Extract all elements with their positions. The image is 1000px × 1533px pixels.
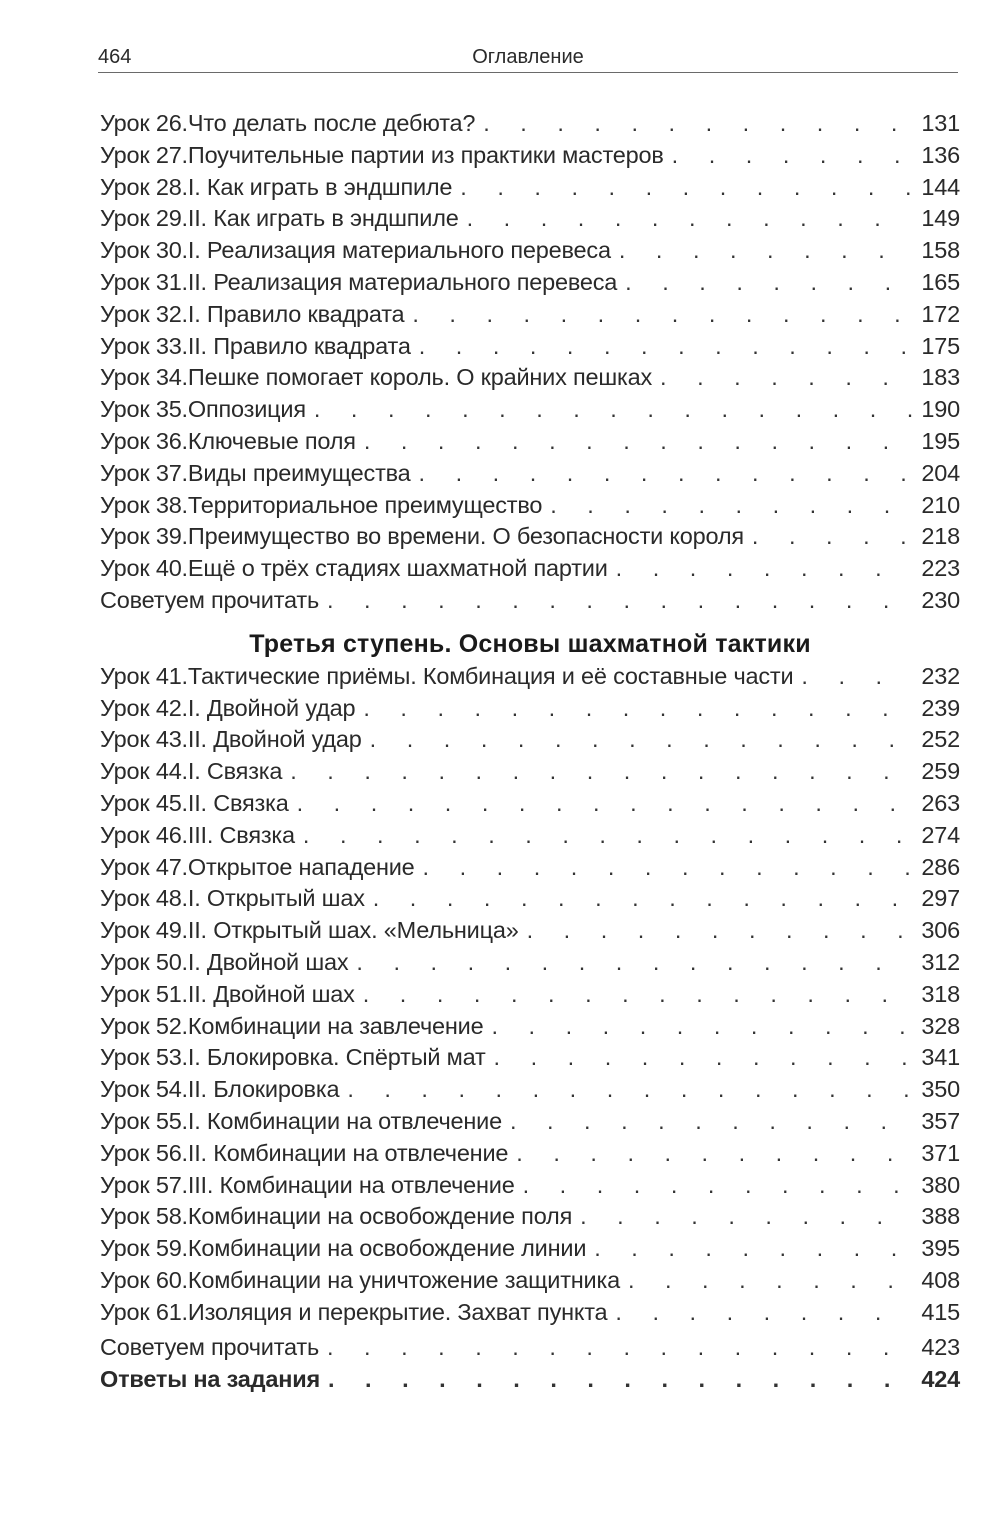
toc-entry-page: 239 [921, 694, 960, 721]
toc-entry-title: Преимущество во времени. О безопасности короля [187, 523, 744, 550]
lesson-number: Урок 32. [100, 300, 188, 327]
lesson-number: Урок 47. [100, 853, 188, 880]
lesson-number: Урок 43. [100, 726, 188, 753]
dot-leader [516, 1140, 912, 1167]
toc-entry[interactable] [100, 790, 960, 822]
toc-entry-title: I. Блокировка. Спёртый мат [187, 1044, 486, 1071]
toc-entry[interactable] [100, 333, 960, 365]
toc-entry-page: 232 [921, 662, 960, 689]
lesson-number: Урок 59. [100, 1235, 188, 1262]
dot-leader [616, 555, 912, 582]
lesson-number: Урок 42. [100, 694, 188, 721]
toc-entry-page: 172 [921, 300, 960, 327]
toc-entry-page: 175 [921, 332, 960, 359]
toc-entry-title: Изоляция и перекрытие. Захват пункта [187, 1298, 608, 1325]
toc-entry-recommended-reading[interactable] [100, 1334, 960, 1366]
toc-entry-page: 371 [921, 1139, 960, 1166]
toc-entry-page: 131 [921, 110, 960, 136]
dot-leader [373, 885, 912, 912]
dot-leader [364, 428, 912, 455]
dot-leader [303, 822, 912, 849]
toc-entry-title: II. Двойной шах [187, 980, 355, 1007]
toc-entry[interactable] [100, 428, 960, 460]
dot-leader [347, 1076, 912, 1103]
toc-entry[interactable] [100, 1235, 960, 1267]
toc-entry-title: Советуем прочитать [100, 1334, 319, 1361]
lesson-number: Урок 61. [100, 1298, 188, 1325]
toc-entry-page: 230 [921, 586, 960, 613]
toc-entry[interactable] [100, 1203, 960, 1235]
lesson-number: Урок 58. [100, 1203, 188, 1230]
toc-entry-title: I. Двойной удар [187, 694, 356, 721]
lesson-number: Урок 54. [100, 1076, 188, 1103]
toc-entry-page: 357 [921, 1107, 960, 1134]
toc-entry-title: I. Комбинации на отвлечение [187, 1107, 502, 1134]
dot-leader [752, 523, 912, 550]
lesson-number: Урок 39. [100, 523, 188, 550]
dot-leader [370, 726, 912, 753]
toc-entry-title: II. Правило квадрата [187, 332, 411, 359]
toc-entry[interactable] [100, 523, 960, 555]
toc-entry-title: Оппозиция [187, 396, 306, 423]
toc-entry[interactable] [100, 949, 960, 981]
toc-entry-page: 165 [921, 268, 960, 295]
toc-entry-page: 190 [921, 396, 960, 423]
toc-entry-page: 204 [921, 459, 960, 486]
dot-leader [510, 1108, 912, 1135]
toc-entry-title: I. Как играть в эндшпиле [187, 173, 453, 200]
lesson-number: Урок 36. [100, 427, 188, 454]
toc-entry-title: Тактические приёмы. Комбинация и её составные части [187, 662, 794, 689]
toc-entry[interactable] [100, 205, 960, 237]
toc-entry[interactable] [100, 301, 960, 333]
dot-leader [356, 949, 912, 976]
dot-leader [615, 1299, 912, 1326]
toc-entry-page: 286 [921, 853, 960, 880]
dot-leader [363, 981, 912, 1008]
dot-leader [527, 917, 912, 944]
dot-leader [327, 587, 912, 614]
lesson-number: Урок 41. [100, 662, 188, 689]
toc-entry-title: Пешке помогает король. О крайних пешках [187, 364, 653, 391]
toc-entry-page: 158 [921, 237, 960, 264]
lesson-number: Урок 48. [100, 885, 188, 912]
lesson-number: Урок 50. [100, 948, 188, 975]
toc-entry-title: I. Двойной шах [187, 948, 349, 975]
lesson-number: Урок 27. [100, 141, 188, 168]
toc-entry-title: Что делать после дебюта? [187, 110, 476, 136]
toc-entry[interactable] [100, 460, 960, 492]
dot-leader [483, 110, 912, 137]
dot-leader [619, 237, 912, 264]
toc-entry[interactable] [100, 758, 960, 790]
lesson-number: Урок 33. [100, 332, 188, 359]
toc-entry[interactable] [100, 555, 960, 587]
dot-leader [460, 174, 912, 201]
dot-leader [467, 205, 912, 232]
dot-leader [523, 1172, 912, 1199]
toc-entry-page: 274 [921, 821, 960, 848]
lesson-number: Урок 30. [100, 237, 188, 264]
toc-entry-title: I. Реализация материального перевеса [187, 237, 611, 264]
lesson-number: Урок 44. [100, 758, 188, 785]
toc-entry[interactable] [100, 1140, 960, 1172]
toc-entry-title: Комбинации на уничтожение защитника [187, 1266, 620, 1293]
lesson-number: Урок 38. [100, 491, 188, 518]
toc-entry-page: 144 [921, 173, 960, 200]
toc-entry-page: 312 [921, 948, 960, 975]
table-of-contents [100, 110, 960, 1398]
toc-entry-title: II. Комбинации на отвлечение [187, 1139, 509, 1166]
dot-leader [363, 695, 912, 722]
toc-entry[interactable] [100, 364, 960, 396]
toc-entry[interactable] [100, 1267, 960, 1299]
toc-entry-title: III. Связка [187, 821, 295, 848]
dot-leader [494, 1044, 912, 1071]
dot-leader [594, 1235, 912, 1262]
toc-entry[interactable] [100, 981, 960, 1013]
toc-entry-title: Комбинации на освобождение линии [187, 1235, 587, 1262]
toc-entry-title: Ключевые поля [187, 427, 356, 454]
dot-leader [327, 1334, 912, 1361]
lesson-number: Урок 46. [100, 821, 188, 848]
toc-entry-title: Советуем прочитать [100, 586, 319, 613]
dot-leader [412, 301, 912, 328]
toc-entry[interactable] [100, 1013, 960, 1045]
toc-entry-page: 318 [921, 980, 960, 1007]
toc-section-second-stage [100, 110, 960, 587]
toc-entry[interactable] [100, 492, 960, 524]
dot-leader [314, 396, 912, 423]
toc-entry[interactable] [100, 142, 960, 174]
toc-entry-page: 149 [921, 205, 960, 232]
toc-entry-page: 223 [921, 555, 960, 582]
toc-entry[interactable] [100, 110, 960, 142]
dot-leader [580, 1203, 912, 1230]
dot-leader [491, 1013, 912, 1040]
lesson-number: Урок 52. [100, 1012, 188, 1039]
dot-leader [801, 663, 912, 690]
lesson-number: Урок 34. [100, 364, 188, 391]
toc-entry-title: Комбинации на завлечение [187, 1012, 484, 1039]
lesson-number: Урок 55. [100, 1107, 188, 1134]
toc-entry-title: I. Правило квадрата [187, 300, 405, 327]
toc-entry[interactable] [100, 269, 960, 301]
dot-leader [423, 854, 912, 881]
toc-entry-page: 350 [921, 1076, 960, 1103]
toc-entry-title: I. Открытый шах [187, 885, 365, 912]
toc-entry-title: II. Связка [187, 789, 289, 816]
lesson-number: Урок 45. [100, 789, 188, 816]
toc-entry-title: II. Реализация материального перевеса [187, 268, 618, 295]
lesson-number: Урок 40. [100, 555, 188, 582]
toc-entry-title: Виды преимущества [187, 459, 411, 486]
toc-entry[interactable] [100, 1108, 960, 1140]
toc-entry-page: 252 [921, 726, 960, 753]
toc-entry[interactable] [100, 1076, 960, 1108]
toc-entry-page: 136 [921, 141, 960, 168]
toc-entry-title: II. Двойной удар [187, 726, 362, 753]
lesson-number: Урок 26. [100, 110, 188, 136]
lesson-number: Урок 51. [100, 980, 188, 1007]
toc-entry-page: 408 [921, 1266, 960, 1293]
toc-entry-page: 297 [921, 885, 960, 912]
dot-leader [419, 333, 912, 360]
dot-leader [550, 492, 912, 519]
toc-entry[interactable] [100, 822, 960, 854]
toc-entry-title: II. Как играть в эндшпиле [187, 205, 459, 232]
section-heading: Третья ступень. Основы шахматной тактики [249, 629, 811, 658]
toc-entry[interactable] [100, 1044, 960, 1076]
toc-entry-title: Комбинации на освобождение поля [187, 1203, 573, 1230]
toc-entry[interactable] [100, 854, 960, 886]
lesson-number: Урок 60. [100, 1266, 188, 1293]
toc-entry-page: 218 [921, 523, 960, 550]
page-number: 464 [98, 46, 132, 68]
toc-entry-page: 195 [921, 427, 960, 454]
dot-leader [660, 364, 912, 391]
dot-leader [628, 1267, 912, 1294]
toc-entry-title: II. Блокировка [187, 1076, 340, 1103]
toc-entry[interactable] [100, 726, 960, 758]
dot-leader [290, 758, 912, 785]
toc-entry-page: 388 [921, 1203, 960, 1230]
toc-entry-title: II. Открытый шах. «Мельница» [187, 917, 519, 944]
toc-entry-page: 395 [921, 1235, 960, 1262]
toc-entry[interactable] [100, 396, 960, 428]
toc-entry[interactable] [100, 885, 960, 917]
toc-entry-page: 341 [921, 1044, 960, 1071]
toc-entry-page: 183 [921, 364, 960, 391]
toc-entry-title: Ещё о трёх стадиях шахматной партии [187, 555, 608, 582]
toc-entry-recommended-reading[interactable] [100, 587, 960, 619]
lesson-number: Урок 53. [100, 1044, 188, 1071]
toc-entry-title: Открытое нападение [187, 853, 415, 880]
toc-entry-title: I. Связка [187, 758, 283, 785]
dot-leader [328, 1366, 912, 1393]
lesson-number: Урок 49. [100, 917, 188, 944]
toc-entry[interactable] [100, 174, 960, 206]
toc-entry-title: Территориальное преимущество [187, 491, 543, 518]
toc-entry-title: Поучительные партии из практики мастеров [187, 141, 664, 168]
lesson-number: Урок 28. [100, 173, 188, 200]
toc-entry-title: Ответы на задания [100, 1366, 320, 1393]
lesson-number: Урок 37. [100, 459, 188, 486]
toc-section-third-stage [100, 663, 960, 1331]
toc-entry[interactable] [100, 1172, 960, 1204]
toc-entry-title: III. Комбинации на отвлечение [187, 1171, 515, 1198]
lesson-number: Урок 57. [100, 1171, 188, 1198]
toc-entry[interactable] [100, 1299, 960, 1331]
toc-entry-page: 380 [921, 1171, 960, 1198]
page-header [98, 40, 958, 73]
toc-entry-page: 423 [921, 1334, 960, 1361]
toc-entry[interactable] [100, 663, 960, 695]
toc-entry-page: 306 [921, 917, 960, 944]
toc-entry-page: 263 [921, 789, 960, 816]
lesson-number: Урок 29. [100, 205, 188, 232]
toc-entry-page: 259 [921, 758, 960, 785]
lesson-number: Урок 35. [100, 396, 188, 423]
lesson-number: Урок 56. [100, 1139, 188, 1166]
toc-entry-page: 415 [921, 1298, 960, 1325]
dot-leader [672, 142, 912, 169]
toc-entry-answers[interactable] [100, 1366, 960, 1398]
lesson-number: Урок 31. [100, 268, 188, 295]
toc-entry[interactable] [100, 237, 960, 269]
running-title: Оглавление [472, 46, 584, 68]
dot-leader [625, 269, 912, 296]
dot-leader [419, 460, 912, 487]
toc-entry[interactable] [100, 917, 960, 949]
toc-entry-page: 210 [921, 491, 960, 518]
toc-entry-page: 424 [921, 1366, 960, 1393]
toc-entry-page: 328 [921, 1012, 960, 1039]
toc-entry[interactable] [100, 695, 960, 727]
dot-leader [297, 790, 912, 817]
